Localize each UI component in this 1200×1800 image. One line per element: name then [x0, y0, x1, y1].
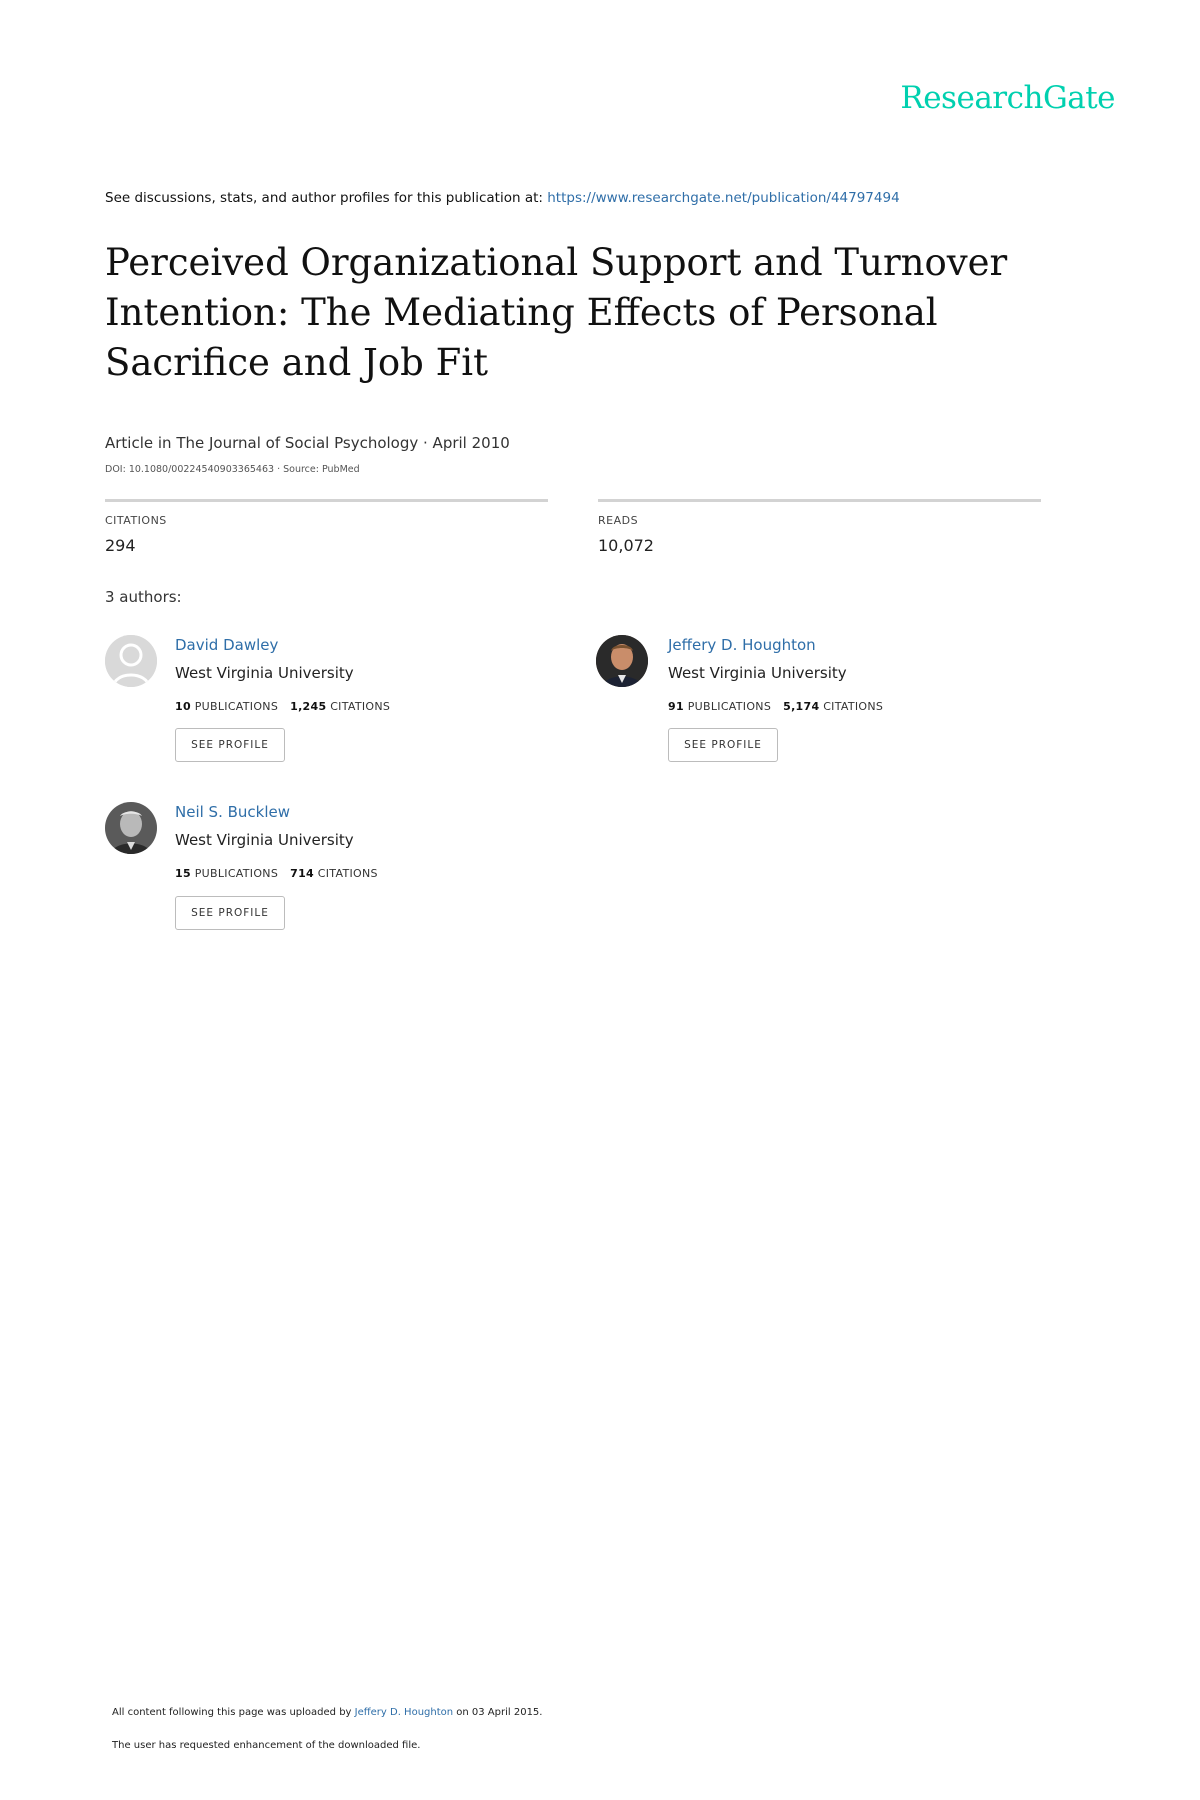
- author-stats: 15 PUBLICATIONS 714 CITATIONS: [175, 867, 378, 880]
- author-photo-bucklew[interactable]: [105, 802, 157, 854]
- author-name-bucklew[interactable]: Neil S. Bucklew: [175, 803, 291, 821]
- author-institution[interactable]: West Virginia University: [175, 831, 354, 849]
- researchgate-logo[interactable]: ResearchGate: [900, 80, 1115, 116]
- authors-count-label: 3 authors:: [105, 588, 182, 606]
- see-profile-button[interactable]: SEE PROFILE: [668, 728, 778, 762]
- author-name-dawley[interactable]: David Dawley: [175, 636, 279, 654]
- doi-source: DOI: 10.1080/00224540903365463 · Source: PubMed: [105, 464, 360, 475]
- citations-divider: [105, 499, 548, 502]
- citations-count: 294: [105, 536, 136, 555]
- author-stats: 91 PUBLICATIONS 5,174 CITATIONS: [668, 700, 884, 713]
- enhancement-note: The user has requested enhancement of the downloaded file.: [112, 1740, 421, 1751]
- upload-note: All content following this page was uploaded by Jeffery D. Houghton on 03 April 2015.: [112, 1707, 543, 1718]
- reads-label: READS: [598, 514, 639, 527]
- author-institution[interactable]: West Virginia University: [668, 664, 847, 682]
- avatar-placeholder-icon[interactable]: [105, 635, 157, 687]
- author-institution[interactable]: West Virginia University: [175, 664, 354, 682]
- see-profile-button[interactable]: SEE PROFILE: [175, 896, 285, 930]
- uploader-link[interactable]: Jeffery D. Houghton: [354, 1707, 454, 1718]
- publication-title: Perceived Organizational Support and Turnover Intention: The Mediating Effects of Personal Sacrifice and Job Fit: [105, 241, 1008, 384]
- reads-divider: [598, 499, 1041, 502]
- author-photo-houghton[interactable]: [596, 635, 648, 687]
- publication-link[interactable]: https://www.researchgate.net/publication/44797494: [547, 190, 900, 206]
- citations-label: CITATIONS: [105, 514, 167, 527]
- author-stats: 10 PUBLICATIONS 1,245 CITATIONS: [175, 700, 391, 713]
- intro-line: [105, 190, 900, 206]
- publication-meta: Article in The Journal of Social Psychology · April 2010: [105, 434, 510, 452]
- author-name-houghton[interactable]: Jeffery D. Houghton: [668, 636, 816, 654]
- intro-text: See discussions, stats, and author profiles for this publication at:: [105, 190, 548, 206]
- reads-count: 10,072: [598, 536, 654, 555]
- see-profile-button[interactable]: SEE PROFILE: [175, 728, 285, 762]
